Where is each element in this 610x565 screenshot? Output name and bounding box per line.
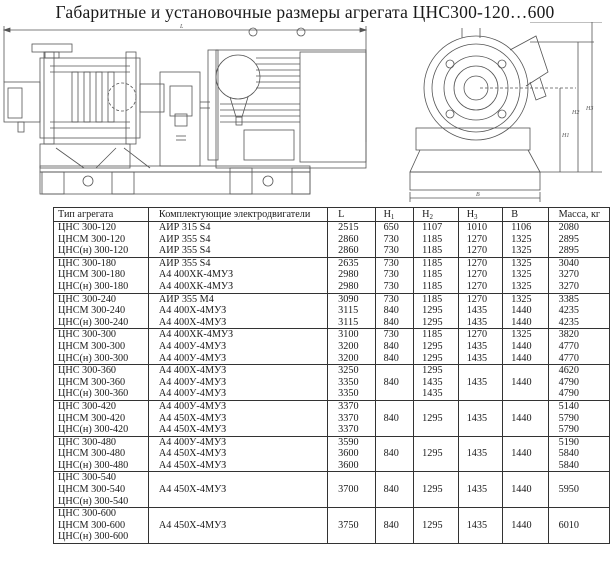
motor-value: А4 400Х-4МУЗ [158, 305, 227, 317]
type-cell [54, 222, 149, 258]
mass-value: 5840 [558, 448, 579, 460]
H2-cell [414, 329, 459, 365]
H3-cell [458, 293, 503, 329]
L-cell [328, 257, 375, 293]
B-value: 1325 [511, 280, 532, 292]
H2-cell: 1295 [414, 400, 459, 436]
H2-value: 1185 [422, 293, 443, 305]
H1-cell [375, 293, 414, 329]
L-value: 3200 [338, 340, 359, 352]
H1-value: 730 [383, 257, 399, 269]
H1-value: 730 [383, 269, 399, 281]
side-view-drawing [0, 22, 380, 204]
H3-value: 1270 [466, 293, 488, 305]
mass-cell [548, 400, 609, 436]
type-cell [54, 472, 149, 508]
type-value: ЦНС 300-240 [58, 293, 117, 305]
mass-cell [548, 257, 609, 293]
H1-value: 840 [383, 316, 399, 328]
H1-cell [375, 257, 414, 293]
header-H1-letter: H [383, 208, 391, 220]
H2-cell: 1295 [414, 436, 459, 472]
L-cell: 3750 [328, 508, 375, 544]
H1-value: 840 [383, 340, 399, 352]
mass-value: 5140 [558, 400, 579, 412]
mass-value: 2895 [558, 233, 579, 245]
table-group-180 [54, 257, 610, 293]
header-H3-letter: H [466, 208, 475, 220]
type-value: ЦНС(н) 300-480 [58, 459, 129, 471]
type-value: ЦНС 300-600 [58, 508, 117, 520]
motor-value: АИР 355 S4 [158, 257, 211, 269]
type-value: ЦНСМ 300-480 [58, 448, 126, 460]
type-cell [54, 293, 149, 329]
L-cell [328, 436, 375, 472]
H2-value: 1295 [422, 340, 443, 352]
mass-value: 5790 [558, 412, 579, 424]
header-H2 [414, 208, 459, 222]
type-value: ЦНСМ 300-240 [58, 305, 126, 317]
table-group-420 [54, 400, 610, 436]
L-value: 2860 [338, 245, 359, 257]
motor-value: АИР 315 S4 [158, 222, 211, 233]
B-value: 1325 [511, 293, 532, 305]
motor-value: АИР 355 S4 [158, 233, 211, 245]
H2-value: 1185 [422, 233, 443, 245]
mass-value: 3040 [558, 257, 579, 269]
L-value: 3370 [338, 400, 359, 412]
H2-value: 1107 [422, 222, 443, 233]
H1-cell: 840 [375, 365, 414, 401]
table-row [54, 365, 610, 401]
mass-value: 5790 [558, 424, 579, 436]
H1-value: 650 [383, 222, 399, 233]
H3-value: 1435 [466, 352, 488, 364]
page-title: Габаритные и установочные размеры агрегата ЦНС300-120…600 [55, 2, 555, 22]
motor-cell [148, 436, 327, 472]
table-row [54, 222, 610, 258]
type-value: ЦНСМ 300-600 [58, 519, 126, 531]
H3-value: 1435 [466, 340, 488, 352]
H1-cell: 840 [375, 436, 414, 472]
L-cell [328, 365, 375, 401]
B-value: 1440 [511, 352, 532, 364]
L-value: 3090 [338, 293, 359, 305]
type-value: ЦНСМ 300-180 [58, 269, 126, 281]
header-H3 [458, 208, 503, 222]
type-value: ЦНС 300-480 [58, 436, 117, 448]
H3-value: 1435 [466, 305, 488, 317]
H2-cell [414, 293, 459, 329]
type-cell [54, 400, 149, 436]
table-row [54, 293, 610, 329]
mass-cell: 5950 [548, 472, 609, 508]
H2-value: 1185 [422, 269, 443, 281]
B-cell: 1440 [503, 436, 548, 472]
dim-label-H2: H2 [572, 110, 580, 116]
mass-cell [548, 436, 609, 472]
type-value: ЦНС 300-540 [58, 472, 117, 484]
mass-cell [548, 329, 609, 365]
type-cell [54, 436, 149, 472]
type-cell [54, 508, 149, 544]
H2-cell: 1295 [414, 472, 459, 508]
H3-cell: 1435 [458, 365, 503, 401]
L-value: 3100 [338, 329, 359, 341]
H1-cell: 840 [375, 508, 414, 544]
motor-value: А4 450Х-4МУЗ [158, 448, 227, 460]
H1-value: 730 [383, 280, 399, 292]
H2-value: 1185 [422, 280, 443, 292]
H1-value: 730 [383, 233, 399, 245]
motor-cell [148, 400, 327, 436]
B-value: 1325 [511, 245, 532, 257]
mass-cell [548, 365, 609, 401]
dim-label-H1: H1 [562, 133, 570, 139]
H2-value: 1295 [422, 305, 443, 317]
L-value: 2980 [338, 280, 359, 292]
L-cell [328, 222, 375, 258]
H3-cell: 1435 [458, 472, 503, 508]
H1-value: 730 [383, 245, 399, 257]
mass-value: 2080 [558, 222, 579, 233]
L-value: 3600 [338, 448, 359, 460]
H3-value: 1270 [466, 280, 488, 292]
L-value: 3350 [338, 388, 359, 400]
motor-value: А4 400У-4МУЗ [158, 400, 227, 412]
motor-value: А4 400Х-4МУЗ [158, 316, 227, 328]
type-cell [54, 257, 149, 293]
H3-cell: 1435 [458, 436, 503, 472]
mass-value: 4790 [558, 376, 579, 388]
header-H1-sub: 1 [390, 212, 395, 221]
type-cell [54, 329, 149, 365]
H2-cell [414, 365, 459, 401]
header-H3-sub: 3 [474, 212, 478, 221]
L-value: 3115 [338, 316, 359, 328]
H2-cell: 1295 [414, 508, 459, 544]
motor-value: А4 400ХК-4МУЗ [158, 269, 234, 281]
motor-value: А4 400У-4МУЗ [158, 352, 227, 364]
header-type: Тип агрегата [54, 208, 149, 222]
H2-value: 1295 [422, 365, 443, 377]
dimensions-table [53, 207, 610, 544]
header-H1 [375, 208, 414, 222]
type-value: ЦНСМ 300-300 [58, 340, 126, 352]
header-B: B [503, 208, 548, 222]
motor-value: А4 400ХК-4МУЗ [158, 280, 234, 292]
B-cell: 1440 [503, 472, 548, 508]
table-row [54, 400, 610, 436]
motor-value: А4 400ХК-4МУЗ [158, 329, 234, 341]
H2-value: 1185 [422, 245, 443, 257]
motor-value: А4 400У-4МУЗ [158, 376, 227, 388]
table-group-600 [54, 508, 610, 544]
table-row [54, 329, 610, 365]
motor-value: А4 450Х-4МУЗ [158, 459, 227, 471]
mass-value: 4770 [558, 352, 579, 364]
L-cell [328, 400, 375, 436]
table-row [54, 436, 610, 472]
type-value: ЦНСМ 300-120 [58, 233, 126, 245]
H3-value: 1270 [466, 233, 488, 245]
table-group-540 [54, 472, 610, 508]
motor-value: А4 450Х-4МУЗ [158, 412, 227, 424]
H3-value: 1435 [466, 316, 488, 328]
B-cell [503, 329, 548, 365]
type-value: ЦНС(н) 300-180 [58, 280, 129, 292]
type-value: ЦНС(н) 300-120 [58, 245, 129, 257]
L-value: 2860 [338, 233, 359, 245]
header-H2-letter: H [422, 208, 430, 220]
table-group-120 [54, 222, 610, 258]
H3-cell: 1435 [458, 508, 503, 544]
H1-cell: 840 [375, 400, 414, 436]
type-value: ЦНС 300-360 [58, 365, 117, 377]
H3-cell [458, 257, 503, 293]
L-cell [328, 293, 375, 329]
dim-label-H3: H3 [586, 106, 594, 112]
type-value: ЦНС 300-120 [58, 222, 117, 233]
mass-value: 2895 [558, 245, 579, 257]
type-value: ЦНС 300-180 [58, 257, 117, 269]
H1-value: 730 [383, 293, 399, 305]
header-motor: Комплектующие электродвигатели [148, 208, 327, 222]
mass-cell [548, 222, 609, 258]
B-value: 1440 [511, 340, 532, 352]
H1-cell: 840 [375, 472, 414, 508]
type-value: ЦНС(н) 300-300 [58, 352, 129, 364]
table-row [54, 257, 610, 293]
H1-value: 840 [383, 352, 399, 364]
B-value: 1325 [511, 329, 532, 341]
motor-value: АИР 355 М4 [158, 293, 214, 305]
mass-value: 4620 [558, 365, 579, 377]
dim-label-B: B [476, 192, 480, 198]
H3-value: 1270 [466, 269, 488, 281]
motor-cell: А4 450Х-4МУЗ [148, 508, 327, 544]
mass-value: 4235 [558, 316, 579, 328]
motor-value: А4 400Х-4МУЗ [158, 365, 227, 377]
mass-value: 4235 [558, 305, 579, 317]
motor-cell [148, 293, 327, 329]
table-group-300 [54, 329, 610, 365]
H1-value: 730 [383, 329, 399, 341]
H1-cell [375, 222, 414, 258]
L-value: 3590 [338, 436, 359, 448]
L-value: 3350 [338, 376, 359, 388]
mass-value: 5190 [558, 436, 579, 448]
motor-cell: А4 450Х-4МУЗ [148, 472, 327, 508]
L-value: 3600 [338, 459, 359, 471]
motor-cell [148, 365, 327, 401]
type-value: ЦНС(н) 300-240 [58, 316, 129, 328]
H2-value: 1295 [422, 352, 443, 364]
B-value: 1440 [511, 316, 532, 328]
H2-value: 1185 [422, 329, 443, 341]
table-group-480 [54, 436, 610, 472]
mass-value: 3385 [558, 293, 579, 305]
table-row [54, 508, 610, 544]
motor-cell [148, 329, 327, 365]
header-H2-sub: 2 [429, 212, 434, 221]
motor-cell [148, 222, 327, 258]
H1-cell [375, 329, 414, 365]
mass-value: 5840 [558, 459, 579, 471]
header-L: L [328, 208, 375, 222]
H1-value: 840 [383, 305, 399, 317]
H3-value: 1270 [466, 257, 488, 269]
mass-value: 3270 [558, 269, 579, 281]
H2-value: 1295 [422, 316, 443, 328]
mass-value: 3270 [558, 280, 579, 292]
B-cell [503, 257, 548, 293]
type-value: ЦНСМ 300-360 [58, 376, 126, 388]
B-cell: 1440 [503, 400, 548, 436]
type-value: ЦНСМ 300-420 [58, 412, 126, 424]
L-value: 2980 [338, 269, 359, 281]
table-group-240 [54, 293, 610, 329]
L-value: 3200 [338, 352, 359, 364]
motor-value: АИР 355 S4 [158, 245, 211, 257]
B-value: 1106 [511, 222, 532, 233]
L-value: 3115 [338, 305, 359, 317]
motor-value: А4 450Х-4МУЗ [158, 424, 227, 436]
mass-value: 3820 [558, 329, 579, 341]
B-value: 1325 [511, 233, 532, 245]
type-value: ЦНС(н) 300-600 [58, 531, 129, 543]
H2-cell [414, 257, 459, 293]
H3-cell [458, 329, 503, 365]
type-value: ЦНС(н) 300-360 [58, 388, 129, 400]
H3-value: 1270 [466, 329, 488, 341]
motor-cell [148, 257, 327, 293]
L-value: 2635 [338, 257, 359, 269]
H3-cell [458, 222, 503, 258]
type-value: ЦНС 300-300 [58, 329, 117, 341]
L-value: 3250 [338, 365, 359, 377]
H2-value: 1185 [422, 257, 443, 269]
B-value: 1325 [511, 269, 532, 281]
mass-value: 4770 [558, 340, 579, 352]
motor-value: А4 400У-4МУЗ [158, 340, 227, 352]
L-cell: 3700 [328, 472, 375, 508]
B-cell [503, 222, 548, 258]
table-header-row [54, 208, 610, 222]
motor-value: А4 400У-4МУЗ [158, 388, 227, 400]
H3-value: 1270 [466, 245, 488, 257]
type-value: ЦНС(н) 300-540 [58, 495, 129, 507]
mass-cell [548, 293, 609, 329]
B-cell: 1440 [503, 508, 548, 544]
L-cell [328, 329, 375, 365]
H3-value: 1010 [466, 222, 488, 233]
table-group-360 [54, 365, 610, 401]
front-view-drawing [380, 22, 610, 204]
H3-cell: 1435 [458, 400, 503, 436]
type-value: ЦНСМ 300-540 [58, 484, 126, 496]
L-value: 2515 [338, 222, 359, 233]
B-value: 1440 [511, 305, 532, 317]
type-value: ЦНС 300-420 [58, 400, 117, 412]
motor-value: А4 400У-4МУЗ [158, 436, 227, 448]
dim-label-L: L [180, 24, 184, 30]
H2-value: 1435 [422, 388, 443, 400]
mass-value: 4790 [558, 388, 579, 400]
type-cell [54, 365, 149, 401]
B-cell [503, 293, 548, 329]
H2-value: 1435 [422, 376, 443, 388]
type-value: ЦНС(н) 300-420 [58, 424, 129, 436]
B-cell: 1440 [503, 365, 548, 401]
B-value: 1325 [511, 257, 532, 269]
L-value: 3370 [338, 412, 359, 424]
table-row [54, 472, 610, 508]
mass-cell: 6010 [548, 508, 609, 544]
header-mass: Масса, кг [548, 208, 609, 222]
L-value: 3370 [338, 424, 359, 436]
H2-cell [414, 222, 459, 258]
